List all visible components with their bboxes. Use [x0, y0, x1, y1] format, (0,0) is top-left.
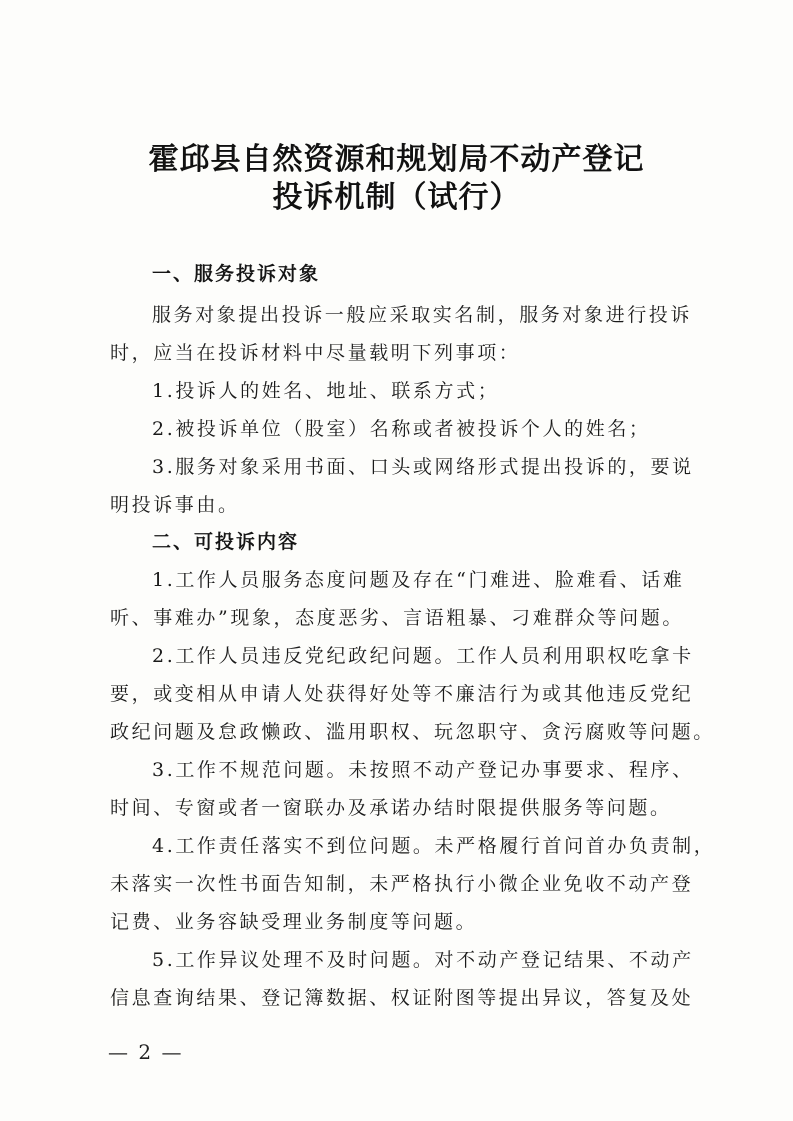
paragraph-line: 时，应当在投诉材料中尽量载明下列事项：: [110, 342, 521, 364]
paragraph-line: 明投诉事由。: [110, 494, 240, 516]
paragraph-line: 记费、业务容缺受理业务制度等问题。: [110, 911, 478, 933]
paragraph-line: 1.投诉人的姓名、地址、联系方式；: [152, 380, 500, 402]
document-title-line2: 投诉机制（试行）: [272, 180, 521, 215]
paragraph-line: 要，或变相从申请人处获得好处等不廉洁行为或其他违反党纪: [110, 683, 694, 705]
paragraph-line: 时间、专窗或者一窗联办及承诺办结时限提供服务等问题。: [110, 797, 672, 819]
paragraph-line: 听、事难办”现象，态度恶劣、言语粗暴、刁难群众等问题。: [110, 607, 684, 629]
paragraph-line: 政纪问题及怠政懒政、滥用职权、玩忽职守、贪污腐败等问题。: [110, 721, 715, 743]
section2-heading: 二、可投诉内容: [152, 531, 300, 553]
page-number: — 2 —: [108, 1040, 184, 1064]
section1-heading: 一、服务投诉对象: [152, 263, 321, 285]
paragraph-line: 3.服务对象采用书面、口头或网络形式提出投诉的，要说: [152, 456, 694, 478]
paragraph-line: 服务对象提出投诉一般应采取实名制，服务对象进行投诉: [152, 304, 693, 326]
paragraph-line: 5.工作异议处理不及时问题。对不动产登记结果、不动产: [152, 949, 694, 971]
paragraph-line: 信息查询结果、登记簿数据、权证附图等提出异议，答复及处: [110, 987, 694, 1009]
paragraph-line: 1.工作人员服务态度问题及存在“门难进、脸难看、话难: [152, 569, 685, 591]
paragraph-line: 4.工作责任落实不到位问题。未严格履行首问首办负责制，: [152, 835, 716, 857]
document-title-line1: 霍邱县自然资源和规划局不动产登记: [148, 142, 645, 177]
paragraph-line: 2.工作人员违反党纪政纪问题。工作人员利用职权吃拿卡: [152, 645, 694, 667]
paragraph-line: 未落实一次性书面告知制，未严格执行小微企业免收不动产登: [110, 873, 694, 895]
paragraph-line: 3.工作不规范问题。未按照不动产登记办事要求、程序、: [152, 759, 694, 781]
paragraph-line: 2.被投诉单位（股室）名称或者被投诉个人的姓名；: [152, 418, 651, 440]
